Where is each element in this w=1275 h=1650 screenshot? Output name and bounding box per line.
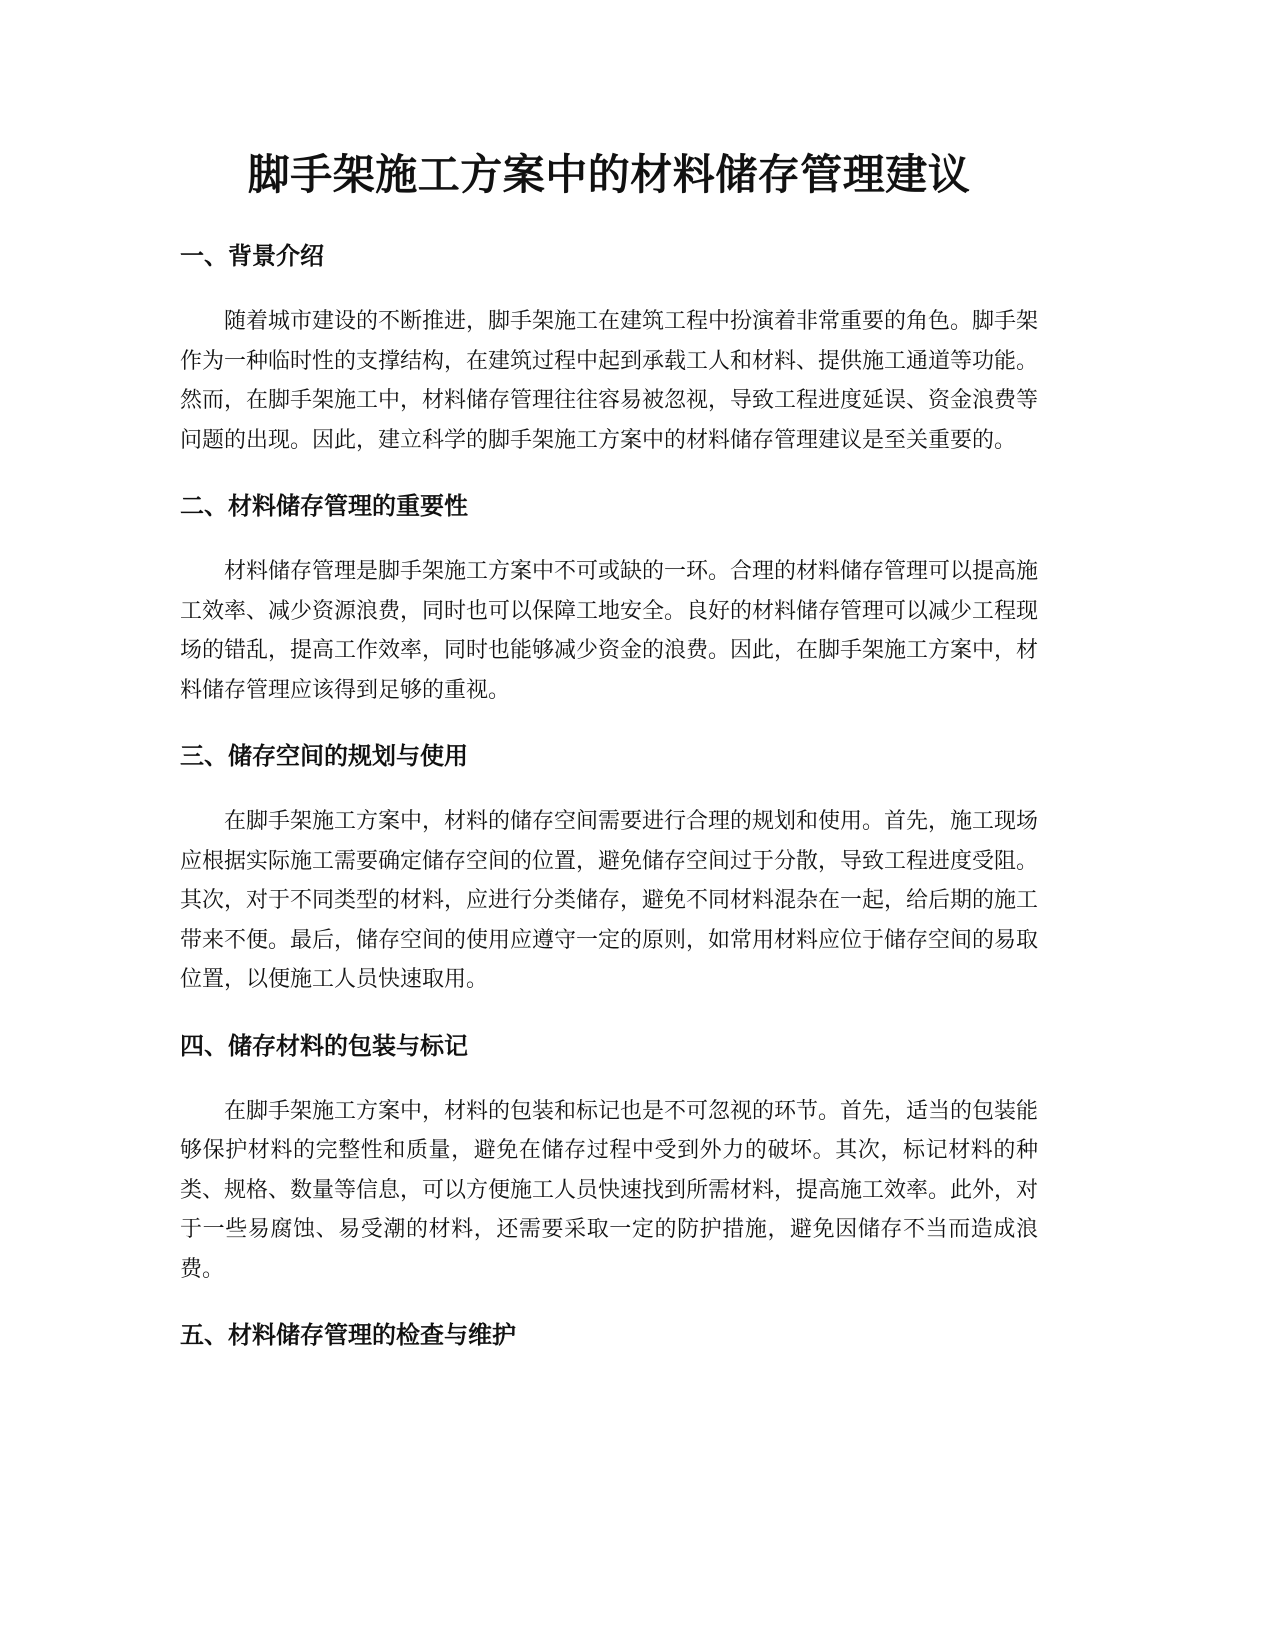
- section-heading: 三、储存空间的规划与使用: [180, 742, 468, 770]
- section-packaging-labeling: [180, 1030, 1038, 1290]
- document-title: 脚手架施工方案中的材料储存管理建议: [247, 150, 971, 199]
- section-storage-space: [180, 740, 1038, 1000]
- section-heading: 一、背景介绍: [180, 242, 324, 270]
- section-heading: 四、储存材料的包装与标记: [180, 1031, 468, 1060]
- section-paragraph: 随着城市建设的不断推进，脚手架施工在建筑工程中扮演着非常重要的角色。脚手架作为一种临时性的支撑结构，在建筑过程中起到承载工人和材料、提供施工通道等功能。然而，在脚手架施工中，材料储存管理往往容易被忽视，导致工程进度延误、资金浪费等问题的出现。因此，建立科学的脚手架施工方案中的材料储存管理建议是至关重要的。: [180, 309, 1039, 453]
- section-paragraph: 在脚手架施工方案中，材料的储存空间需要进行合理的规划和使用。首先，施工现场应根据实际施工需要确定储存空间的位置，避免储存空间过于分散，导致工程进度受阻。其次，对于不同类型的材料，应进行分类储存，避免不同材料混杂在一起，给后期的施工带来不便。最后，储存空间的使用应遵守一定的原则，如常用材料应位于储存空间的易取位置，以便施工人员快速取用。: [180, 809, 1039, 992]
- section-paragraph: 材料储存管理是脚手架施工方案中不可或缺的一环。合理的材料储存管理可以提高施工效率、减少资源浪费，同时也可以保障工地安全。良好的材料储存管理可以减少工程现场的错乱，提高工作效率，同时也能够减少资金的浪费。因此，在脚手架施工方案中，材料储存管理应该得到足够的重视。: [180, 559, 1039, 703]
- section-paragraph: 在脚手架施工方案中，材料的包装和标记也是不可忽视的环节。首先，适当的包装能够保护材料的完整性和质量，避免在储存过程中受到外力的破坏。其次，标记材料的种类、规格、数量等信息，可以方便施工人员快速找到所需材料，提高施工效率。此外，对于一些易腐蚀、易受潮的材料，还需要采取一定的防护措施，避免因储存不当而造成浪费。: [180, 1098, 1039, 1282]
- section-inspection-maintenance: [180, 1319, 1038, 1351]
- section-heading: 五、材料储存管理的检查与维护: [180, 1321, 516, 1349]
- section-background: [180, 240, 1038, 460]
- section-heading: 二、材料储存管理的重要性: [180, 492, 468, 520]
- document-page: [180, 150, 1038, 1351]
- section-importance: [180, 490, 1038, 710]
